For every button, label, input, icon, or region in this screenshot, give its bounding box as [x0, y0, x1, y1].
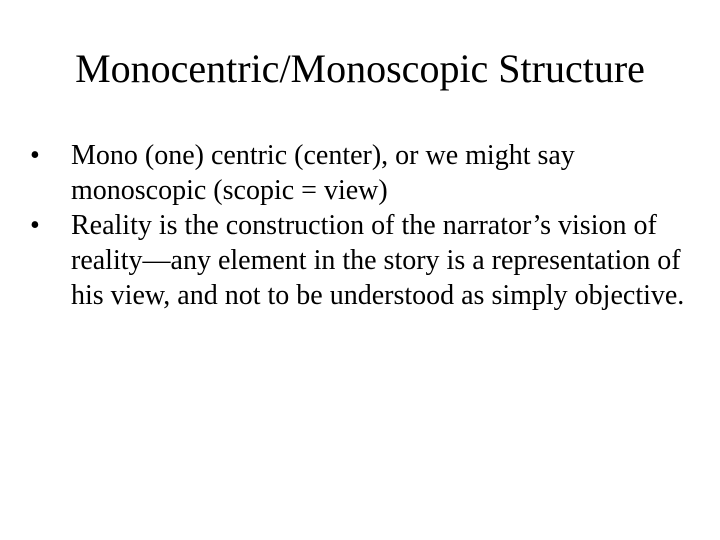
- bullet-item-mono-definition: [30, 138, 690, 208]
- slide-title: Monocentric/Monoscopic Structure: [75, 46, 645, 91]
- bullet-list: [30, 138, 690, 313]
- bullet-text: Mono (one) centric (center), or we might say monoscopic (scopic = view): [71, 140, 575, 206]
- bullet-dot-icon: •: [30, 210, 40, 241]
- bullet-dot-icon: •: [30, 140, 40, 171]
- bullet-item-reality-construction: [30, 208, 690, 313]
- bullet-text: Reality is the construction of the narrator’s vision of reality—any element in the story is a representation of his view, and not to be understood as simply objective.: [71, 210, 685, 311]
